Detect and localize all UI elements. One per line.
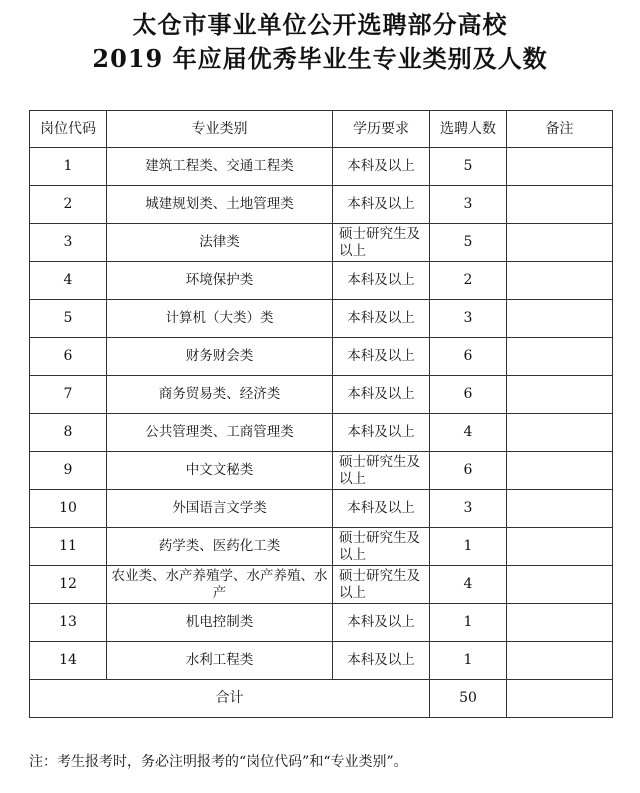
hire-count-cell: 4 — [430, 414, 507, 452]
position-code-cell: 4 — [30, 262, 107, 300]
hire-count-cell: 1 — [430, 528, 507, 566]
remarks-cell — [507, 642, 613, 680]
position-code-cell: 6 — [30, 338, 107, 376]
major-category-cell: 环境保护类 — [107, 262, 333, 300]
remarks-cell — [507, 338, 613, 376]
table-row — [30, 604, 613, 642]
major-category-cell: 建筑工程类、交通工程类 — [107, 148, 333, 186]
major-category-cell: 水利工程类 — [107, 642, 333, 680]
major-category-cell: 计算机（大类）类 — [107, 300, 333, 338]
table-row — [30, 376, 613, 414]
hire-count-cell: 1 — [430, 642, 507, 680]
hire-count-cell: 3 — [430, 490, 507, 528]
remarks-cell — [507, 224, 613, 262]
total-count: 50 — [430, 680, 507, 718]
header-position-code: 岗位代码 — [30, 111, 107, 148]
remarks-cell — [507, 490, 613, 528]
remarks-cell — [507, 566, 613, 604]
table-body — [30, 148, 613, 680]
remarks-cell — [507, 376, 613, 414]
position-code-cell: 1 — [30, 148, 107, 186]
position-code-cell: 10 — [30, 490, 107, 528]
header-hire-count: 选聘人数 — [430, 111, 507, 148]
hire-count-cell: 1 — [430, 604, 507, 642]
table-row — [30, 490, 613, 528]
position-code-cell: 5 — [30, 300, 107, 338]
total-label: 合计 — [30, 680, 430, 718]
total-row — [30, 680, 613, 718]
table-row — [30, 224, 613, 262]
remarks-cell — [507, 262, 613, 300]
remarks-cell — [507, 186, 613, 224]
hire-count-cell: 6 — [430, 338, 507, 376]
education-cell: 本科及以上 — [333, 642, 430, 680]
major-category-cell: 财务财会类 — [107, 338, 333, 376]
footnote: 注：考生报考时，务必注明报考的“岗位代码”和“专业类别”。 — [29, 754, 408, 770]
position-code-cell: 14 — [30, 642, 107, 680]
position-code-cell: 2 — [30, 186, 107, 224]
education-cell: 本科及以上 — [333, 148, 430, 186]
position-code-cell: 3 — [30, 224, 107, 262]
major-category-cell: 农业类、水产养殖学、水产养殖、水产 — [107, 566, 333, 604]
education-cell: 本科及以上 — [333, 338, 430, 376]
position-code-cell: 8 — [30, 414, 107, 452]
education-cell: 本科及以上 — [333, 604, 430, 642]
education-cell: 本科及以上 — [333, 186, 430, 224]
header-major-category: 专业类别 — [107, 111, 333, 148]
table-header-row — [30, 111, 613, 148]
hire-count-cell: 3 — [430, 300, 507, 338]
remarks-cell — [507, 414, 613, 452]
remarks-cell — [507, 528, 613, 566]
education-cell: 硕士研究生及以上 — [333, 566, 430, 604]
document-title-line2: 2019 年应届优秀毕业生专业类别及人数 — [92, 44, 548, 73]
header-remarks: 备注 — [507, 111, 613, 148]
major-category-cell: 中文文秘类 — [107, 452, 333, 490]
major-category-cell: 商务贸易类、经济类 — [107, 376, 333, 414]
education-cell: 本科及以上 — [333, 490, 430, 528]
table-row — [30, 148, 613, 186]
remarks-cell — [507, 452, 613, 490]
hire-count-cell: 5 — [430, 224, 507, 262]
remarks-cell — [507, 300, 613, 338]
document-title-line1: 太仓市事业单位公开选聘部分高校 — [132, 10, 508, 39]
position-code-cell: 11 — [30, 528, 107, 566]
hire-count-cell: 3 — [430, 186, 507, 224]
table-row — [30, 338, 613, 376]
hire-count-cell: 4 — [430, 566, 507, 604]
header-education: 学历要求 — [333, 111, 430, 148]
major-category-cell: 机电控制类 — [107, 604, 333, 642]
position-code-cell: 13 — [30, 604, 107, 642]
hire-count-cell: 2 — [430, 262, 507, 300]
major-category-cell: 药学类、医药化工类 — [107, 528, 333, 566]
table-row — [30, 186, 613, 224]
major-category-cell: 城建规划类、土地管理类 — [107, 186, 333, 224]
education-cell: 硕士研究生及以上 — [333, 224, 430, 262]
major-category-cell: 公共管理类、工商管理类 — [107, 414, 333, 452]
major-category-cell: 外国语言文学类 — [107, 490, 333, 528]
table-row — [30, 300, 613, 338]
total-remarks — [507, 680, 613, 718]
position-code-cell: 12 — [30, 566, 107, 604]
hire-count-cell: 6 — [430, 376, 507, 414]
education-cell: 硕士研究生及以上 — [333, 452, 430, 490]
table-row — [30, 414, 613, 452]
positions-table — [29, 110, 613, 718]
table-row — [30, 642, 613, 680]
education-cell: 本科及以上 — [333, 262, 430, 300]
table-row — [30, 528, 613, 566]
table-row — [30, 452, 613, 490]
remarks-cell — [507, 604, 613, 642]
remarks-cell — [507, 148, 613, 186]
table-row — [30, 262, 613, 300]
education-cell: 本科及以上 — [333, 300, 430, 338]
table-row — [30, 566, 613, 604]
position-code-cell: 9 — [30, 452, 107, 490]
position-code-cell: 7 — [30, 376, 107, 414]
major-category-cell: 法律类 — [107, 224, 333, 262]
education-cell: 本科及以上 — [333, 376, 430, 414]
hire-count-cell: 5 — [430, 148, 507, 186]
education-cell: 本科及以上 — [333, 414, 430, 452]
hire-count-cell: 6 — [430, 452, 507, 490]
education-cell: 硕士研究生及以上 — [333, 528, 430, 566]
